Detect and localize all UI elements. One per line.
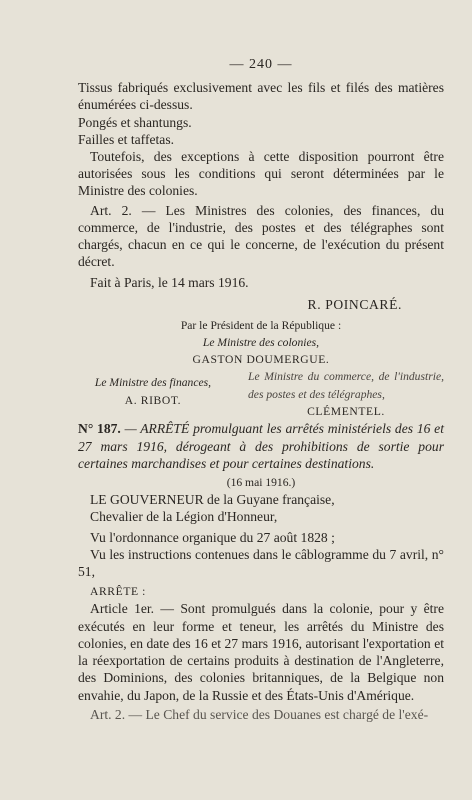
paragraph-article-2: Art. 2. — Les Ministres des colonies, des finances, du commerce, de l'industrie, des postes et des télégraphes sont chargés, chacun en ce qui le concerne, de l'exécution du présent décret. [78, 202, 444, 270]
governor-line-1: LE GOUVERNEUR de la Guyane française, [90, 492, 335, 508]
minister-colonies-label: Le Ministre des colonies, [202, 336, 320, 350]
governor-line-2: Chevalier de la Légion d'Honneur, [90, 509, 278, 525]
minister-finances-name: A. RIBOT. [124, 393, 182, 407]
vu-instructions: Vu les instructions contenues dans le câblogramme du 7 avril, n° 51, [78, 546, 444, 580]
minister-commerce [248, 368, 444, 420]
minister-commerce-label: Le Ministre du commerce, de l'industrie, des postes et des télégraphes, [248, 370, 444, 401]
decree-number: N° 187. [78, 421, 121, 437]
arrete-heading: ARRÊTE : [90, 585, 147, 599]
decree-date: (16 mai 1916.) [226, 476, 296, 490]
vu-ordonnance: Vu l'ordonnance organique du 27 août 1828 ; [90, 529, 335, 545]
decree-article-1: Article 1er. — Sont promulgués dans la colonie, pour y être exécutés en leur forme et teneur, les arrêtés du Ministre des colonies, en date des 16 et 27 mars 1916, autorisant l'exportation et la réexportation de certains produits à destination de l'Angleterre, des Dominions, des colonies britanniques, de la Belgique non envahie, du Japon, de la Russie et des États-Unis d'Amérique. [78, 601, 444, 703]
par-le-president: Par le Président de la République : [180, 318, 342, 332]
paragraph-failles: Failles et taffetas. [78, 131, 175, 147]
minister-commerce-name: CLÉMENTEL. [307, 404, 385, 418]
page-number: — 240 — [229, 57, 293, 72]
page-content [78, 56, 444, 723]
paragraph-ponges: Pongés et shantungs. [78, 114, 192, 130]
paragraph-exceptions: Toutefois, des exceptions à cette disposition pourront être autorisées sous les conditions qui seront déterminées par le Ministre des colonies. [78, 149, 444, 199]
signature-date: Fait à Paris, le 14 mars 1916. [90, 275, 249, 291]
decree-heading [78, 420, 444, 472]
minister-colonies-name: GASTON DOUMERGUE. [192, 353, 330, 367]
ministers-signatures [78, 368, 444, 418]
minister-finances-label: Le Ministre des finances, [94, 376, 212, 390]
decree-article-2: Art. 2. — Le Chef du service des Douanes est chargé de l'exé- [90, 706, 429, 722]
decree-title: — ARRÊTÉ promulguant les arrêtés ministériels des 16 et 27 mars 1916, dérogeant à des prohibitions de sortie pour certaines marchandises et pour certaines destinations. [78, 421, 444, 471]
paragraph-tissus: Tissus fabriqués exclusivement avec les fils et filés des matières énumérées ci-dessus. [78, 80, 444, 113]
minister-finances [78, 374, 228, 408]
signatory-president: R. POINCARÉ. [307, 296, 402, 312]
